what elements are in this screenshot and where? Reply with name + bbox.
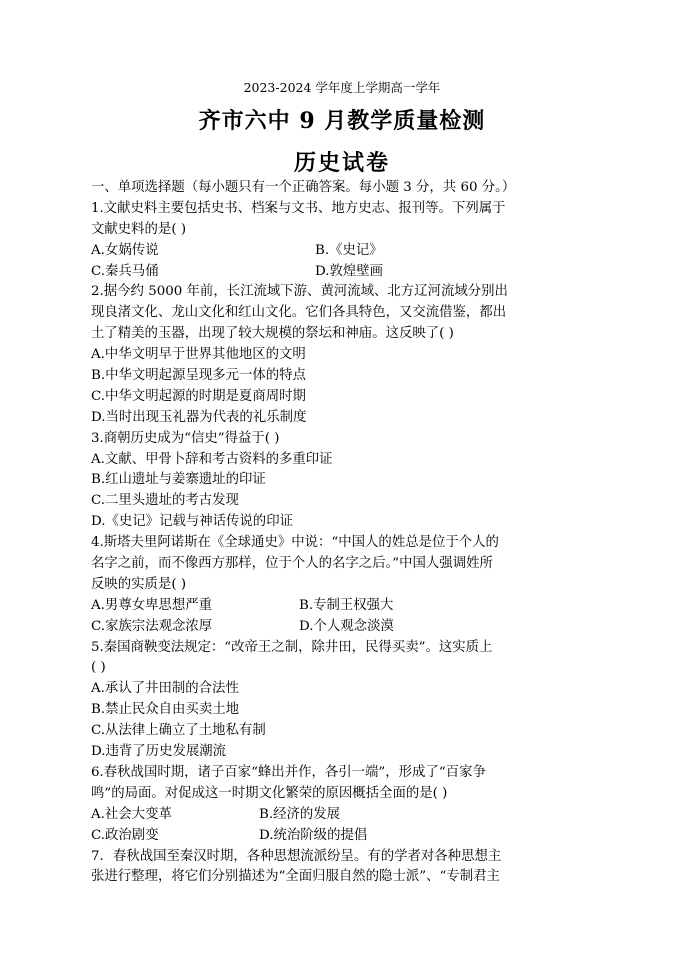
answer-option[interactable]: B.《史记》 (315, 242, 383, 258)
exam-title: 齐市六中 9 月教学质量检测 (198, 108, 486, 134)
answer-option[interactable]: C.家族宗法观念浓厚 (91, 618, 213, 634)
answer-option[interactable]: C.中华文明起源的时期是夏商周时期 (91, 388, 306, 404)
answer-option[interactable]: B.经济的发展 (259, 806, 341, 822)
option-row (91, 241, 601, 262)
answer-option[interactable]: A.男尊女卑思想严重 (91, 597, 213, 613)
question-stem-line: 5.秦国商鞅变法规定：“改帝王之制，除井田，民得买卖”。这实质上 (91, 639, 493, 655)
question-stem-line: 6.春秋战国时期，诸子百家“蜂出并作，各引一端”，形成了“百家争 (91, 764, 486, 780)
answer-option[interactable]: A.女娲传说 (91, 242, 159, 258)
option-row (91, 470, 601, 491)
question-stem-line: 1.文献史料主要包括史书、档案与文书、地方史志、报刊等。下列属于 (91, 200, 506, 216)
question-stem-line: 3.商朝历史成为“信史”得益于( ) (91, 430, 280, 446)
school-year: 2023-2024 学年度上学期高一学年 (243, 80, 441, 95)
question-stem-line: 7．春秋战国至秦汉时期，各种思想流派纷呈。有的学者对各种思想主 (91, 848, 502, 864)
option-row (91, 491, 601, 512)
answer-option[interactable]: D.《史记》记载与神话传说的印证 (91, 514, 293, 530)
option-row (91, 387, 601, 408)
section-heading: 一、单项选择题（每小题只有一个正确答案。每小题 3 分，共 60 分。） (91, 180, 516, 195)
option-row (91, 408, 601, 429)
option-row (91, 596, 601, 617)
option-row (91, 826, 601, 847)
answer-option[interactable]: A.文献、甲骨卜辞和考古资料的多重印证 (91, 451, 333, 467)
exam-body (91, 178, 601, 888)
answer-option[interactable]: D.当时出现玉礼器为代表的礼乐制度 (91, 409, 307, 425)
answer-option[interactable]: D.违背了历史发展潮流 (91, 744, 227, 760)
option-row (91, 805, 601, 826)
answer-option[interactable]: C.秦兵马俑 (91, 263, 159, 279)
question-stem-line: 现良渚文化、龙山文化和红山文化。它们各具特色，又交流借鉴，都出 (91, 305, 507, 321)
option-row (91, 366, 601, 387)
option-row (91, 617, 601, 638)
question-stem-line: 反映的实质是( ) (91, 576, 187, 592)
answer-option[interactable]: C.二里头遗址的考古发现 (91, 493, 239, 509)
answer-option[interactable]: B.中华文明起源呈现多元一体的特点 (91, 368, 306, 384)
question-stem-line: 土了精美的玉器，出现了较大规模的祭坛和神庙。这反映了( ) (91, 326, 454, 342)
question-stem-line: 4.斯塔夫里阿诺斯在《全球通史》中说：“中国人的姓总是位于个人的 (91, 535, 499, 551)
answer-option[interactable]: A.中华文明早于世界其他地区的文明 (91, 347, 306, 363)
option-row (91, 450, 601, 471)
answer-option[interactable]: B.专制王权强大 (299, 597, 394, 613)
answer-option[interactable]: D.个人观念淡漠 (299, 618, 394, 634)
option-row (91, 742, 601, 763)
question-stem-line: 张进行整理，将它们分别描述为“全面归服自然的隐士派”、“专制君主 (91, 869, 500, 885)
answer-option[interactable]: A.社会大变革 (91, 806, 172, 822)
option-row (91, 679, 601, 700)
option-row (91, 262, 601, 283)
option-row (91, 512, 601, 533)
answer-option[interactable]: C.政治剧变 (91, 827, 159, 843)
answer-option[interactable]: B.红山遗址与姜寨遗址的印证 (91, 472, 266, 488)
option-row (91, 700, 601, 721)
option-row (91, 721, 601, 742)
option-row (91, 345, 601, 366)
question-stem-line: 名字之前，而不像西方那样，位于个人的名字之后。”中国人强调姓所 (91, 556, 493, 572)
subject-title: 历史试卷 (293, 150, 390, 176)
answer-option[interactable]: D.敦煌壁画 (315, 263, 384, 279)
question-stem-line: 文献史料的是( ) (91, 221, 187, 237)
answer-option[interactable]: A.承认了井田制的合法性 (91, 681, 239, 697)
answer-option[interactable]: D.统治阶级的提倡 (259, 827, 368, 843)
question-stem-line: ( ) (91, 660, 106, 676)
question-stem-line: 2.据今约 5000 年前，长江流域下游、黄河流域、北方辽河流域分别出 (91, 284, 508, 300)
answer-option[interactable]: B.禁止民众自由买卖土地 (91, 702, 240, 718)
question-stem-line: 鸣”的局面。对促成这一时期文化繁荣的原因概括全面的是( ) (91, 785, 448, 801)
answer-option[interactable]: C.从法律上确立了土地私有制 (91, 723, 266, 739)
